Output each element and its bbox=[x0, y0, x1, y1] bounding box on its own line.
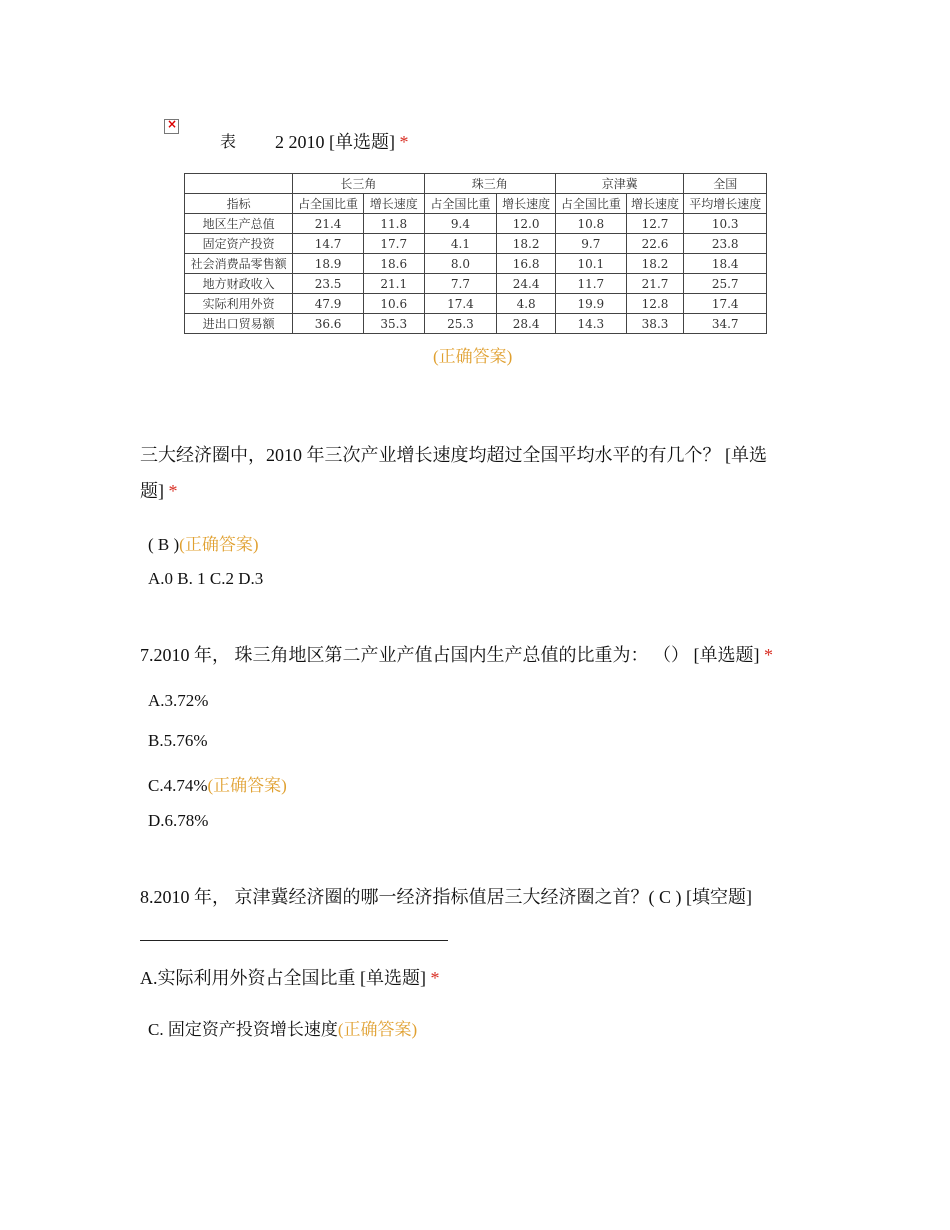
sub-header-cell: 平均增长速度 bbox=[684, 194, 767, 214]
group-header-pearl: 珠三角 bbox=[424, 174, 555, 194]
table-cell: 18.4 bbox=[684, 254, 767, 274]
table-answer-tag: (正确答案) bbox=[433, 347, 513, 366]
table-row bbox=[185, 234, 767, 254]
group-header-national: 全国 bbox=[684, 174, 767, 194]
correct-answer-tag: (正确答案) bbox=[337, 1020, 418, 1039]
table-cell: 9.7 bbox=[556, 234, 627, 254]
required-star: * bbox=[764, 645, 773, 665]
sub-header-cell: 占全国比重 bbox=[293, 194, 364, 214]
table-cell: 25.7 bbox=[684, 274, 767, 294]
q6-answer: ( B ) bbox=[148, 535, 180, 554]
table-question-text: 2 2010 [单选题] bbox=[275, 132, 395, 152]
table-cell: 4.1 bbox=[424, 234, 497, 254]
table-cell: 38.3 bbox=[626, 314, 684, 334]
table-question-title bbox=[275, 124, 409, 160]
sub-header-cell: 指标 bbox=[185, 194, 293, 214]
table-cell: 10.6 bbox=[363, 294, 424, 314]
q8-sub-question-text: A.实际利用外资占全国比重 [单选题] bbox=[140, 968, 426, 988]
table-cell: 12.8 bbox=[626, 294, 684, 314]
broken-image-icon: × bbox=[164, 119, 179, 134]
table-cell: 23.8 bbox=[684, 234, 767, 254]
row-label: 固定资产投资 bbox=[185, 234, 293, 254]
q7-option-c-text: C.4.74% bbox=[148, 776, 208, 795]
table-sub-header-row bbox=[185, 194, 767, 214]
table-cell: 17.4 bbox=[424, 294, 497, 314]
table-cell: 10.8 bbox=[556, 214, 627, 234]
q8-sub-question bbox=[140, 960, 440, 996]
q8-answer-option[interactable] bbox=[148, 1015, 417, 1040]
row-label: 实际利用外资 bbox=[185, 294, 293, 314]
table-cell: 9.4 bbox=[424, 214, 497, 234]
table-cell: 22.6 bbox=[626, 234, 684, 254]
q7-option-c[interactable] bbox=[148, 771, 287, 796]
table-cell: 17.7 bbox=[363, 234, 424, 254]
table-cell: 16.8 bbox=[497, 254, 556, 274]
table-cell: 19.9 bbox=[556, 294, 627, 314]
table-cell: 21.4 bbox=[293, 214, 364, 234]
table-cell: 21.1 bbox=[363, 274, 424, 294]
sub-header-cell: 增长速度 bbox=[626, 194, 684, 214]
sub-header-cell: 占全国比重 bbox=[424, 194, 497, 214]
table-label-char: 表 bbox=[220, 134, 237, 151]
q6-question bbox=[140, 437, 820, 509]
table-cell: 17.4 bbox=[684, 294, 767, 314]
table-cell: 14.7 bbox=[293, 234, 364, 254]
row-label: 地方财政收入 bbox=[185, 274, 293, 294]
group-header-jingjinji: 京津冀 bbox=[556, 174, 684, 194]
table-cell: 4.8 bbox=[497, 294, 556, 314]
table-cell: 23.5 bbox=[293, 274, 364, 294]
q8-answer: C. 固定资产投资增长速度 bbox=[148, 1020, 338, 1039]
row-label: 地区生产总值 bbox=[185, 214, 293, 234]
economic-data-table bbox=[184, 173, 767, 334]
q6-answer-option[interactable] bbox=[148, 530, 259, 555]
table-row bbox=[185, 314, 767, 334]
q6-options: A.0 B. 1 C.2 D.3 bbox=[148, 569, 264, 588]
table-cell: 12.0 bbox=[497, 214, 556, 234]
q7-option-b[interactable]: B.5.76% bbox=[148, 731, 208, 750]
q7-option-a[interactable]: A.3.72% bbox=[148, 691, 209, 710]
q6-text-line2: 题] bbox=[140, 481, 164, 501]
q6-text-line2-wrap bbox=[140, 473, 820, 509]
q8-text: 8.2010 年， 京津冀经济圈的哪一经济指标值居三大经济圈之首？( C ) [填空题] bbox=[140, 887, 752, 907]
fill-blank-line[interactable] bbox=[140, 940, 448, 941]
table-cell: 35.3 bbox=[363, 314, 424, 334]
table-cell: 8.0 bbox=[424, 254, 497, 274]
table-group-header-row bbox=[185, 174, 767, 194]
group-header-yangtze: 长三角 bbox=[293, 174, 424, 194]
row-label: 社会消费品零售额 bbox=[185, 254, 293, 274]
sub-header-cell: 增长速度 bbox=[363, 194, 424, 214]
table-cell: 7.7 bbox=[424, 274, 497, 294]
q7-question bbox=[140, 637, 773, 673]
table-cell: 36.6 bbox=[293, 314, 364, 334]
table-cell: 12.7 bbox=[626, 214, 684, 234]
sub-header-cell: 占全国比重 bbox=[556, 194, 627, 214]
table-cell: 11.8 bbox=[363, 214, 424, 234]
table-cell: 14.3 bbox=[556, 314, 627, 334]
required-star: * bbox=[430, 968, 440, 988]
table-cell: 24.4 bbox=[497, 274, 556, 294]
table-row bbox=[185, 274, 767, 294]
sub-header-cell: 增长速度 bbox=[497, 194, 556, 214]
table-cell: 18.9 bbox=[293, 254, 364, 274]
correct-answer-tag: (正确答案) bbox=[207, 776, 287, 795]
required-star: * bbox=[168, 481, 178, 501]
table-cell: 21.7 bbox=[626, 274, 684, 294]
table-cell: 28.4 bbox=[497, 314, 556, 334]
table-cell: 18.6 bbox=[363, 254, 424, 274]
table-cell: 11.7 bbox=[556, 274, 627, 294]
table-row bbox=[185, 294, 767, 314]
table-cell: 10.3 bbox=[684, 214, 767, 234]
q7-option-d[interactable]: D.6.78% bbox=[148, 811, 209, 830]
table-row bbox=[185, 254, 767, 274]
table-cell: 25.3 bbox=[424, 314, 497, 334]
table-cell: 47.9 bbox=[293, 294, 364, 314]
table-cell: 10.1 bbox=[556, 254, 627, 274]
table-cell: 34.7 bbox=[684, 314, 767, 334]
table-row bbox=[185, 214, 767, 234]
table-corner-cell bbox=[185, 174, 293, 194]
table-cell: 18.2 bbox=[626, 254, 684, 274]
correct-answer-tag: (正确答案) bbox=[179, 535, 259, 554]
row-label: 进出口贸易额 bbox=[185, 314, 293, 334]
q6-text-line1: 三大经济圈中，2010 年三次产业增长速度均超过全国平均水平的有几个？ [单选 bbox=[140, 445, 767, 465]
required-star: * bbox=[399, 132, 409, 152]
q7-text: 7.2010 年， 珠三角地区第二产业产值占国内生产总值的比重为： （） [单选题] bbox=[140, 645, 760, 665]
table-cell: 18.2 bbox=[497, 234, 556, 254]
